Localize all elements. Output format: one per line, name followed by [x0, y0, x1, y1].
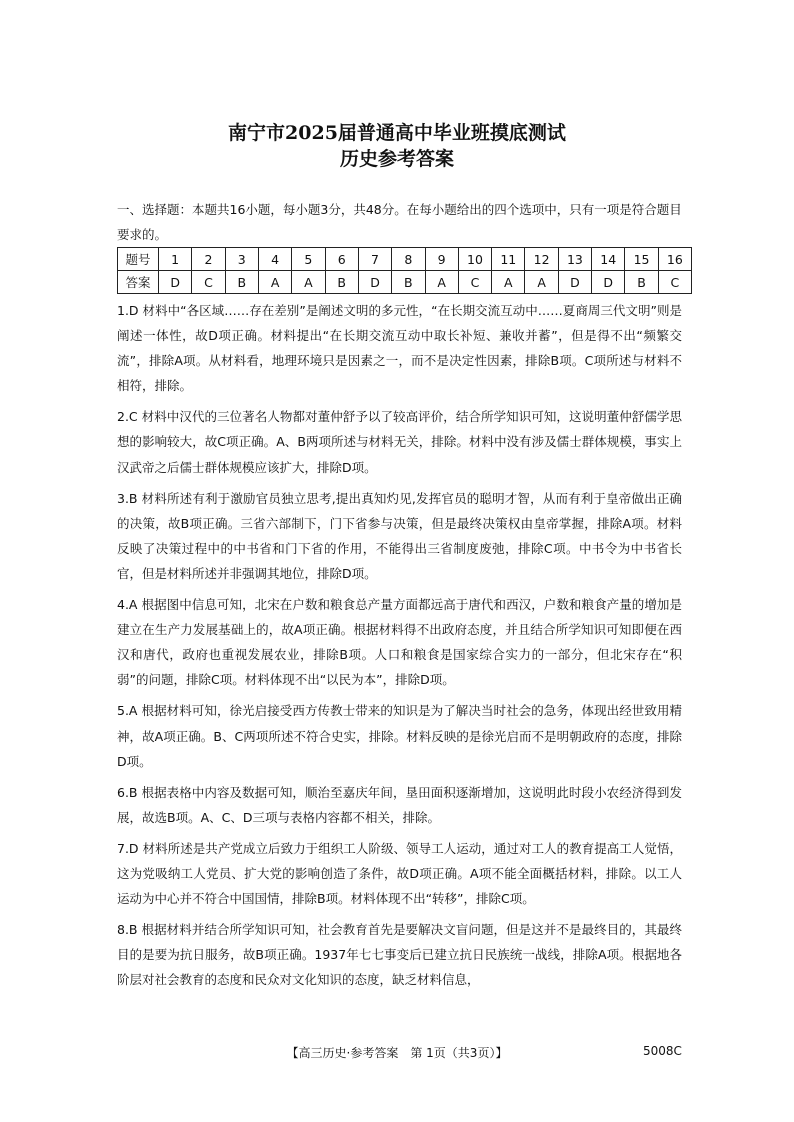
answer-table-answer-row [118, 271, 692, 294]
answer-cell: C [658, 271, 691, 294]
document-subtitle: 历史参考答案 [339, 148, 454, 170]
question-number: 1 [159, 248, 192, 271]
number-row-label: 题号 [118, 248, 159, 271]
answer-cell: D [159, 271, 192, 294]
answer-cell: B [625, 271, 658, 294]
answer-cell: B [325, 271, 358, 294]
explanation-paragraph: 1.D 材料中“各区域……存在差别”是阐述文明的多元性，“在长期交流互动中……夏商周三代文明”则是阐述一体性，故D项正确。材料提出“在长期交流互动中取长补短、兼收并蓄”，但是得不出“频繁交流”，排除A项。从材料看，地理环境只是因素之一，而不是决定性因素，排除B项。C项所述与材料不相符，排除。 [117, 303, 682, 394]
answer-cell: C [192, 271, 225, 294]
answer-cell: A [258, 271, 291, 294]
answer-row-label: 答案 [118, 271, 159, 294]
question-number: 4 [258, 248, 291, 271]
question-number: 15 [625, 248, 658, 271]
section-instructions: 一、选择题：本题共16小题，每小题3分，共48分。在每小题给出的四个选项中，只有一项是符合题目要求的。 [117, 202, 682, 242]
question-number: 11 [492, 248, 525, 271]
answer-cell: A [292, 271, 325, 294]
question-number: 7 [358, 248, 391, 271]
question-number: 2 [192, 248, 225, 271]
answer-table [117, 247, 692, 294]
question-number: 14 [592, 248, 625, 271]
answer-cell: B [225, 271, 258, 294]
explanation-paragraph: 8.B 根据材料并结合所学知识可知，社会教育首先是要解决文盲问题，但是这并不是最终目的，其最终目的是要为抗日服务，故B项正确。1937年七七事变后已建立抗日民族统一战线，排除A项。根据地各阶层对社会教育的态度和民众对文化知识的态度，缺乏材料信息， [117, 922, 682, 988]
explanation-paragraph: 6.B 根据表格中内容及数据可知，顺治至嘉庆年间，垦田面积逐渐增加，这说明此时段小农经济得到发展，故选B项。A、C、D三项与表格内容都不相关，排除。 [117, 784, 682, 825]
question-number: 9 [425, 248, 458, 271]
answer-cell: C [458, 271, 491, 294]
explanations [117, 298, 682, 998]
document-title: 南宁市2025届普通高中毕业班摸底测试 [228, 122, 566, 144]
footer-code: 5008C [643, 1044, 682, 1058]
question-number: 5 [292, 248, 325, 271]
question-number: 10 [458, 248, 491, 271]
question-number: 3 [225, 248, 258, 271]
answer-cell: A [525, 271, 558, 294]
answer-cell: D [358, 271, 391, 294]
answer-cell: A [425, 271, 458, 294]
explanation-paragraph: 5.A 根据材料可知，徐光启接受西方传教士带来的知识是为了解决当时社会的急务，体现出经世致用精神，故A项正确。B、C两项所述不符合史实，排除。材料反映的是徐光启而不是明朝政府的态度，排除D项。 [117, 703, 682, 769]
explanation-paragraph: 7.D 材料所述是共产党成立后致力于组织工人阶级、领导工人运动，通过对工人的教育提高工人觉悟，这为党吸纳工人党员、扩大党的影响创造了条件，故D项正确。A项不能全面概括材料，排除。以工人运动为中心并不符合中国国情，排除B项。材料体现不出“转移”，排除C项。 [117, 840, 682, 907]
explanation-paragraph: 3.B 材料所述有利于激励官员独立思考,提出真知灼见,发挥官员的聪明才智，从而有利于皇帝做出正确的决策，故B项正确。三省六部制下，门下省参与决策，但是最终决策权由皇帝掌握，排除A项。材料反映了决策过程中的中书省和门下省的作用，不能得出三省制度废弛，排除C项。中书令为中书省长官，但是材料所述并非强调其地位，排除D项。 [117, 490, 682, 581]
answer-cell: D [558, 271, 591, 294]
question-number: 12 [525, 248, 558, 271]
answer-cell: A [492, 271, 525, 294]
explanation-paragraph: 4.A 根据图中信息可知，北宋在户数和粮食总产量方面都远高于唐代和西汉，户数和粮食产量的增加是建立在生产力发展基础上的，故A项正确。根据材料得不出政府态度，并且结合所学知识可知即便在西汉和唐代，政府也重视发展农业，排除B项。人口和粮食是国家综合实力的一部分，但北宋存在“积弱”的问题，排除C项。材料体现不出“以民为本”，排除D项。 [117, 597, 682, 688]
answer-cell: D [592, 271, 625, 294]
answer-table-number-row [118, 248, 692, 271]
question-number: 6 [325, 248, 358, 271]
explanation-paragraph: 2.C 材料中汉代的三位著名人物都对董仲舒予以了较高评价，结合所学知识可知，这说明董仲舒儒学思想的影响较大，故C项正确。A、B两项所述与材料无关，排除。材料中没有涉及儒士群体规模，事实上汉武帝之后儒士群体规模应该扩大，排除D项。 [117, 409, 682, 475]
question-number: 8 [392, 248, 425, 271]
footer-page-info: 【高三历史·参考答案 第 1页（共3页）】 [286, 1046, 508, 1060]
question-number: 13 [558, 248, 591, 271]
question-number: 16 [658, 248, 691, 271]
answer-cell: B [392, 271, 425, 294]
